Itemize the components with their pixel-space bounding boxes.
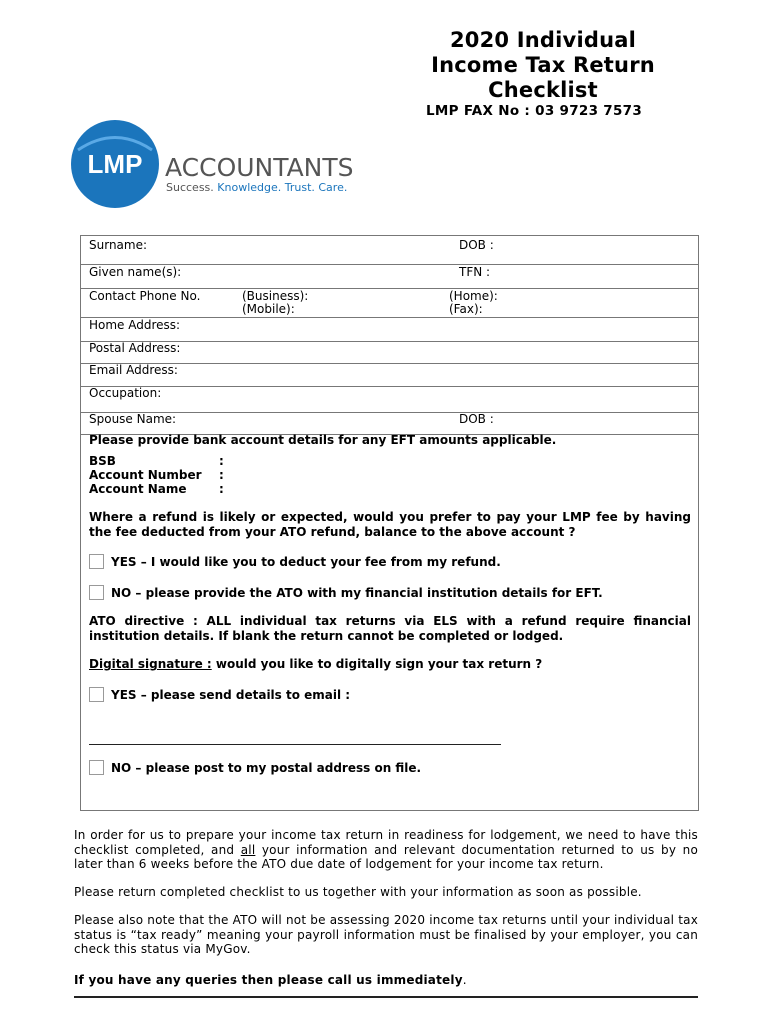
business-phone-label: (Business): bbox=[242, 289, 309, 303]
page-title bbox=[400, 28, 686, 103]
home-address-row bbox=[81, 317, 698, 342]
ato-directive: ATO directive : ALL individual tax returns via ELS with a refund require financial institution details. If blank the return cannot be completed or lodged. bbox=[89, 614, 691, 643]
refund-no-checkbox[interactable] bbox=[89, 585, 104, 600]
footer-paragraph-2: Please return completed checklist to us together with your information as soon as possible. bbox=[74, 885, 642, 899]
bsb-label: BSB bbox=[89, 454, 116, 468]
account-name-colon: : bbox=[219, 482, 224, 496]
spouse-dob-label: DOB : bbox=[459, 412, 494, 426]
sign-no-label: NO – please post to my postal address on file. bbox=[111, 761, 422, 775]
contact-phone-row bbox=[81, 288, 698, 318]
lmp-logo bbox=[70, 120, 360, 210]
account-number-label: Account Number bbox=[89, 468, 202, 482]
refund-yes-label: YES – I would like you to deduct your fee from my refund. bbox=[111, 555, 501, 569]
mobile-phone-label: (Mobile): bbox=[242, 302, 295, 316]
given-names-row bbox=[81, 264, 698, 289]
digital-signature-text: would you like to digitally sign your tax return ? bbox=[211, 657, 543, 671]
fax-number: LMP FAX No : 03 9723 7573 bbox=[426, 103, 643, 119]
occupation-label: Occupation: bbox=[89, 386, 162, 400]
account-name-label: Account Name bbox=[89, 482, 187, 496]
account-number-colon: : bbox=[219, 468, 224, 482]
dob-label: DOB : bbox=[459, 238, 494, 252]
checklist-form bbox=[80, 235, 699, 811]
refund-no-label: NO – please provide the ATO with my financial institution details for EFT. bbox=[111, 586, 603, 600]
footer-paragraph-4 bbox=[74, 973, 698, 988]
footer-paragraph-1 bbox=[74, 828, 698, 872]
bsb-colon: : bbox=[219, 454, 224, 468]
footer-queries-period: . bbox=[462, 973, 467, 987]
sign-yes-checkbox[interactable] bbox=[89, 687, 104, 702]
spouse-row bbox=[81, 412, 698, 435]
logo-name: ACCOUNTANTS bbox=[165, 153, 354, 182]
footer-paragraph-3: Please also note that the ATO will not be assessing 2020 income tax returns until your individual tax status is “tax ready” meaning your payroll information must be finalised by your employer, you can check this status via MyGov. bbox=[74, 913, 698, 956]
logo-tagline bbox=[166, 181, 347, 194]
postal-address-label: Postal Address: bbox=[89, 341, 181, 355]
occupation-row bbox=[81, 386, 698, 413]
spouse-name-label: Spouse Name: bbox=[89, 412, 177, 426]
footer-paragraph-1-a: In order for us to prepare your income tax return in readiness for lodgement, we need to have this checklist completed, and bbox=[74, 828, 698, 857]
logo-tagline-part1: Success. bbox=[166, 181, 218, 194]
given-names-label: Given name(s): bbox=[89, 265, 182, 279]
bank-heading: Please provide bank account details for any EFT amounts applicable. bbox=[89, 433, 557, 447]
footer-paragraph-1-b: your information and relevant documentation returned to us by no later than 6 weeks before the ATO due date of lodgement for your income tax return. bbox=[74, 842, 698, 871]
refund-yes-checkbox[interactable] bbox=[89, 554, 104, 569]
email-address-row bbox=[81, 363, 698, 387]
contact-phone-label: Contact Phone No. bbox=[89, 289, 201, 303]
digital-signature-question bbox=[89, 657, 542, 671]
footer-queries-text: If you have any queries then please call us immediately bbox=[74, 973, 463, 987]
email-entry-line[interactable] bbox=[89, 744, 501, 745]
fax-phone-label: (Fax): bbox=[449, 302, 483, 316]
footer-paragraph-1-all: all bbox=[240, 842, 256, 857]
sign-no-checkbox[interactable] bbox=[89, 760, 104, 775]
digital-signature-label: Digital signature : bbox=[89, 657, 212, 671]
sign-yes-label: YES – please send details to email : bbox=[111, 688, 351, 702]
logo-tagline-part2: Knowledge. Trust. Care. bbox=[217, 181, 348, 194]
email-address-label: Email Address: bbox=[89, 363, 178, 377]
home-phone-label: (Home): bbox=[449, 289, 498, 303]
postal-address-row bbox=[81, 341, 698, 364]
refund-question: Where a refund is likely or expected, would you prefer to pay your LMP fee by having the fee deducted from your ATO refund, balance to the above account ? bbox=[89, 510, 691, 539]
footer-divider bbox=[74, 996, 698, 998]
title-line-1: 2020 Individual bbox=[450, 28, 636, 52]
tfn-label: TFN : bbox=[459, 265, 491, 279]
surname-row bbox=[81, 236, 698, 265]
logo-mark: LMP bbox=[87, 149, 143, 179]
home-address-label: Home Address: bbox=[89, 318, 181, 332]
surname-label: Surname: bbox=[89, 238, 148, 252]
title-line-2: Income Tax Return bbox=[431, 53, 655, 77]
title-line-3: Checklist bbox=[488, 78, 598, 102]
